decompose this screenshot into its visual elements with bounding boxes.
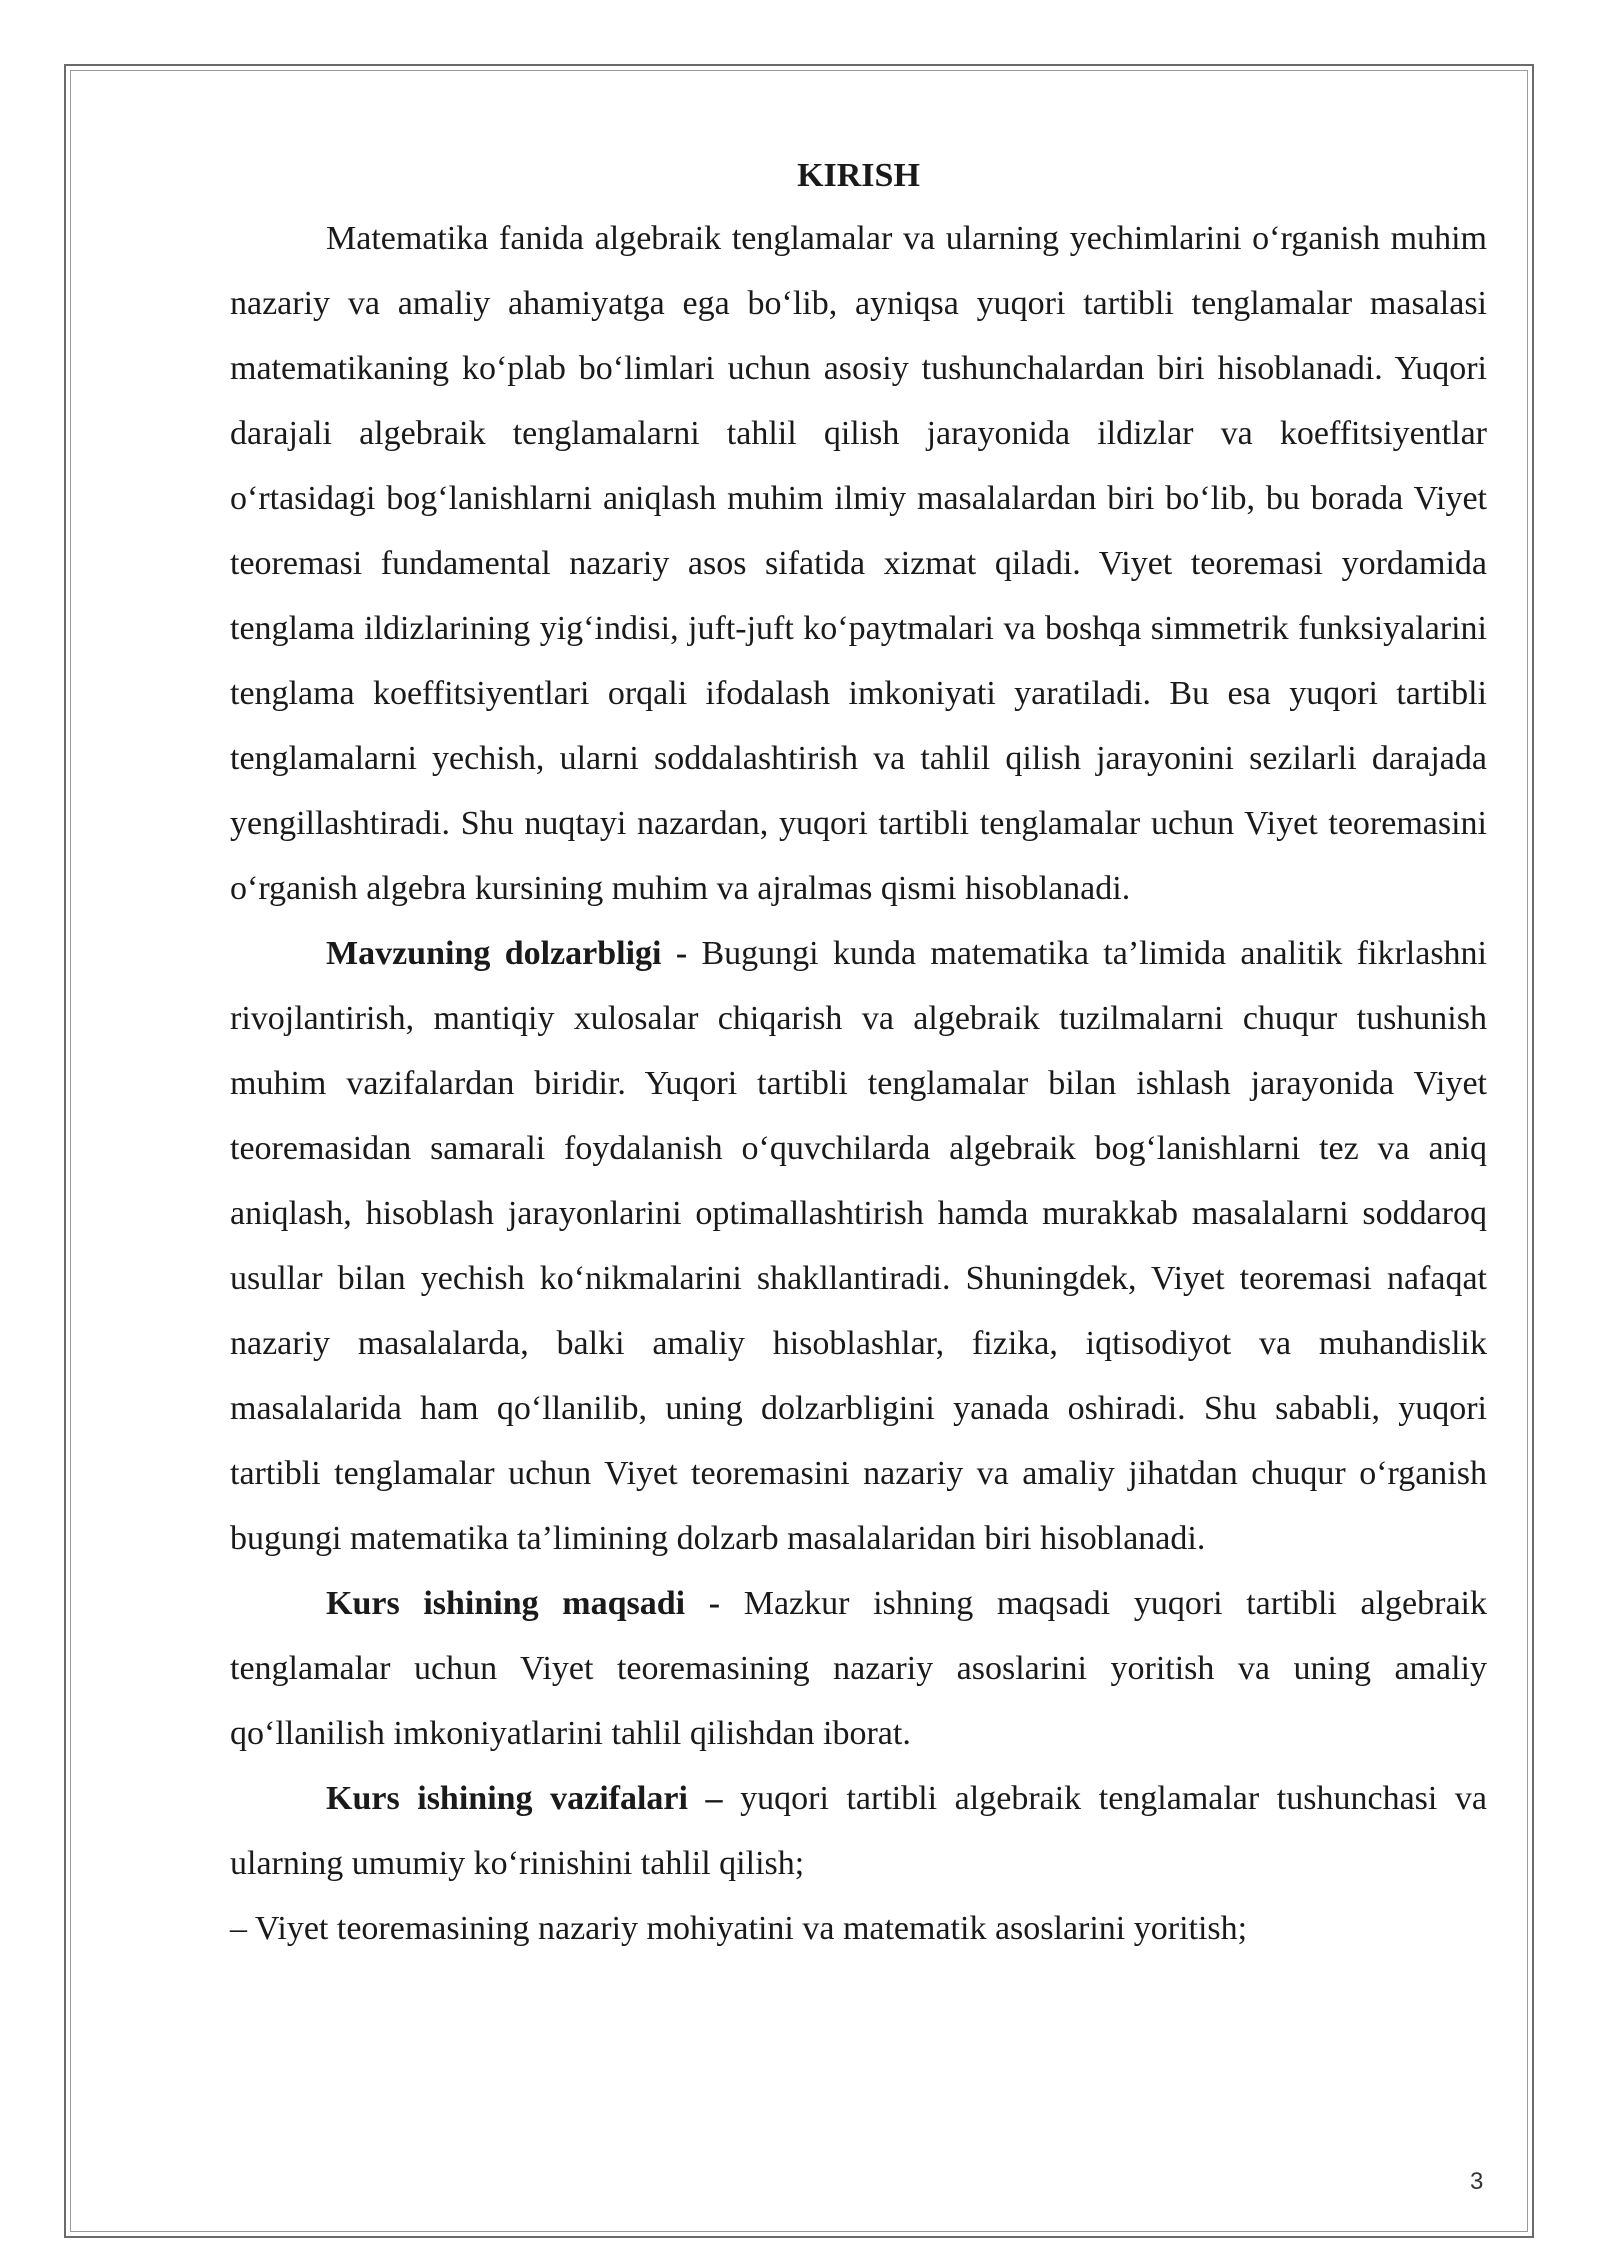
goal-paragraph [230,1571,1487,1766]
relevance-paragraph [230,921,1487,1571]
goal-heading: Kurs ishining maqsadi [326,1585,686,1622]
tasks-dash: – [687,1780,741,1817]
task-item-2: – Viyet teoremasining nazariy mohiyatini va matematik asoslarini yoritish; [230,1910,1248,1947]
tasks-heading: Kurs ishining vazifalari [326,1780,688,1817]
relevance-heading: Mavzuning dolzarbligi [326,935,662,972]
intro-paragraph: Matematika fanida algebraik tenglamalar va ularning yechimlarini o‘rganish muhim nazariy va amaliy ahamiyatga ega bo‘lib, ayniqsa yuqori tartibli tenglamalar masalasi matematikaning ko‘plab bo‘limlari uchun asosiy tushunchalardan biri hisoblanadi. Yuqori darajali algebraik tenglamalarni tahlil qilish jarayonida ildizlar va koeffitsiyentlar o‘rtasidagi bog‘lanishlarni aniqlash muhim ilmiy masalalardan biri bo‘lib, bu borada Viyet teoremasi fundamental nazariy asos sifatida xizmat qiladi. Viyet teoremasi yordamida tenglama ildizlarining yig‘indisi, juft-juft ko‘paytmalari va boshqa simmetrik funksiyalarini tenglama koeffitsiyentlari orqali ifodalash imkoniyati yaratiladi. Bu esa yuqori tartibli tenglamalarni yechish, ularni soddalashtirish va tahlil qilish jarayonini sezilarli darajada yengillashtiradi. Shu nuqtayi nazardan, yuqori tartibli tenglamalar uchun Viyet teoremasini o‘rganish algebra kursining muhim va ajralmas qismi hisoblanadi. [230,220,1487,907]
section-title: KIRISH [797,157,920,194]
document-body [230,150,1487,1961]
goal-text: Mazkur ishning maqsadi yuqori tartibli algebraik tenglamalar uchun Viyet teoremasining nazariy asoslarini yoritish va uning amaliy qo‘llanilish imkoniyatlarini tahlil qilishdan iborat. [230,1585,1488,1752]
goal-dash: - [685,1585,744,1622]
relevance-dash: - [661,935,702,972]
relevance-text: Bugungi kunda matematika ta’limida analitik fikrlashni rivojlantirish, mantiqiy xulosalar chiqarish va algebraik tuzilmalarni chuqur tushunish muhim vazifalardan biridir. Yuqori tartibli tenglamalar bilan ishlash jarayonida Viyet teoremasidan samarali foydalanish o‘quvchilarda algebraik bog‘lanishlarni tez va aniq aniqlash, hisoblash jarayonlarini optimallashtirish hamda murakkab masalalarni soddaroq usullar bilan yechish ko‘nikmalarini shakllantiradi. Shuningdek, Viyet teoremasi nafaqat nazariy masalalarda, balki amaliy hisoblashlar, fizika, iqtisodiyot va muhandislik masalalarida ham qo‘llanilib, uning dolzarbligini yanada oshiradi. Shu sababli, yuqori tartibli tenglamalar uchun Viyet teoremasini nazariy va amaliy jihatdan chuqur o‘rganish bugungi matematika ta’limining dolzarb masalalaridan biri hisoblanadi. [230,935,1487,1557]
page-number: 3 [1470,2168,1484,2195]
tasks-text: yuqori tartibli algebraik tenglamalar tushunchasi va ularning umumiy ko‘rinishini tahlil qilish; [230,1780,1487,1882]
tasks-paragraph [230,1766,1487,1896]
